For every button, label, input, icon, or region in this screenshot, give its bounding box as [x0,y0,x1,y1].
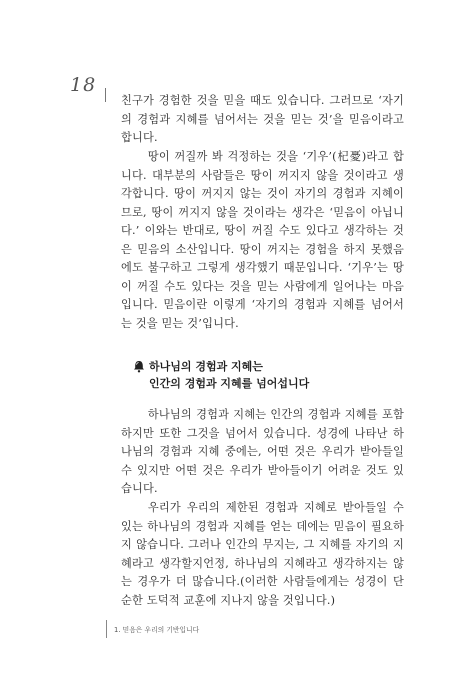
running-footer: 1. 믿음은 우리의 기반입니다 [114,626,200,634]
paragraph-god-wisdom: 하나님의 경험과 지혜는 인간의 경험과 지혜를 포함하지만 또한 그것을 넘어서 있습니다. 성경에 나타난 하나님의 경험과 지혜 중에는, 어떤 것은 우리가 받아들일 수 있지만 어떤 것은 우리가 받아들이기 어려운 것도 있습니다. [121,408,404,496]
section-heading-line2: 인간의 경험과 지혜를 넘어섭니다 [149,377,310,390]
margin-rule [105,88,106,102]
page-number: 18 [70,74,97,96]
section-heading-line1: 하나님의 경험과 지혜는 [149,360,263,373]
bell-icon [133,360,145,373]
footer-rule [106,620,107,638]
paragraph-human-ignorance: 우리가 우리의 제한된 경험과 지혜로 받아들일 수 있는 하나님의 경험과 지혜를 얻는 데에는 믿음이 필요하지 않습니다. 그러나 인간의 무지는, 그 지혜를 자기의 지혜라고 생각할지언정, 하나님의 지혜라고 생각하지는 않는 경우가 더 많습니다.(이러한 사람들에게는 성경이 단순한 도덕적 교훈에 지나지 않을 것입니다.) [121,501,404,607]
paragraph-giwoo: 땅이 꺼질까 봐 걱정하는 것을 ‘기우’(杞憂)라고 합니다. 대부분의 사람들은 땅이 꺼지지 않을 것이라고 생각합니다. 땅이 꺼지지 않는 것이 자기의 경험과 지혜이므로, 땅이 꺼지지 않을 것이라는 생각은 ‘믿음이 아닙니다.’ 이와는 반대로, 땅이 꺼질 수도 있다고 생각하는 것은 믿음의 소산입니다. 땅이 꺼지는 경험을 하지 못했음에도 불구하고 그렇게 생각했기 때문입니다. ‘기우’는 땅이 꺼질 수도 있다는 것을 믿는 사람에게 일어나는 마음입니다. 믿음이란 이렇게 ‘자기의 경험과 지혜를 넘어서는 것을 믿는 것’입니다. [121,150,404,330]
paragraph-intro: 친구가 경험한 것을 믿을 때도 있습니다. 그러므로 ‘자기의 경험과 지혜를 넘어서는 것을 믿는 것’을 믿음이라고 합니다. [121,94,404,145]
section-heading [133,358,403,392]
